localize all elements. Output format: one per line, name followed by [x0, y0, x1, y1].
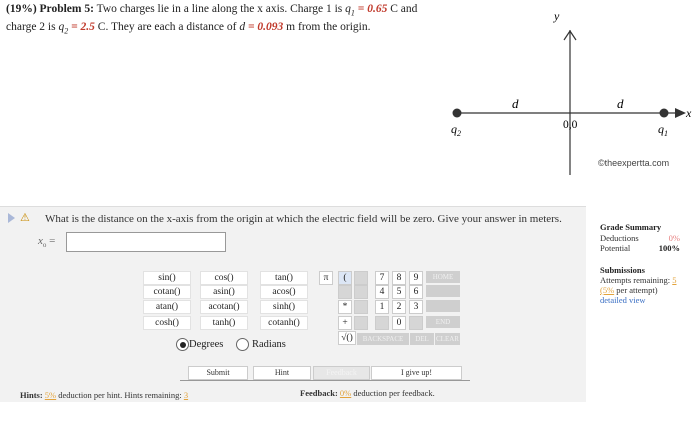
cotan-button[interactable]: cotan() — [143, 285, 191, 299]
feedback-button[interactable]: Feedback — [313, 366, 370, 380]
up-arrow-button[interactable] — [354, 285, 368, 299]
cosh-button[interactable]: cosh() — [143, 316, 191, 330]
sin-button[interactable]: sin() — [143, 271, 191, 285]
arrow-button-1[interactable] — [426, 285, 460, 297]
key-5[interactable]: 5 — [392, 285, 406, 299]
acotan-button[interactable]: acotan() — [200, 300, 248, 314]
hints-remaining: 3 — [183, 390, 189, 400]
clear-button[interactable]: CLEAR — [436, 335, 459, 343]
attempts-remaining: 5 — [672, 275, 677, 285]
feedback-info: Feedback: 0% deduction per feedback. — [300, 388, 435, 398]
potential-value: 100% — [658, 243, 680, 253]
x-axis-arrow-icon — [675, 108, 686, 118]
answer-input[interactable] — [66, 232, 226, 252]
d-value: = 0.093 — [245, 21, 284, 34]
acos-button[interactable]: acos() — [260, 285, 308, 299]
exponent-button[interactable] — [338, 285, 352, 299]
tanh-button[interactable]: tanh() — [200, 316, 248, 330]
submit-button[interactable]: Submit — [188, 366, 248, 380]
cos-button[interactable]: cos() — [200, 271, 248, 285]
sqrt-button[interactable]: √() — [338, 331, 356, 345]
arrow-button-2[interactable] — [426, 300, 460, 312]
sinh-button[interactable]: sinh() — [260, 300, 308, 314]
detailed-view-link[interactable]: detailed view — [600, 295, 646, 305]
cotanh-button[interactable]: cotanh() — [260, 316, 308, 330]
grade-summary-title: Grade Summary — [600, 222, 662, 232]
subtract-button[interactable] — [354, 316, 368, 330]
q1-value: = 0.65 — [354, 3, 388, 15]
warning-icon: ⚠ — [20, 212, 30, 224]
key-4[interactable]: 4 — [375, 285, 389, 299]
key-6[interactable]: 6 — [409, 285, 423, 299]
backspace-button[interactable]: BACKSPACE — [357, 333, 409, 345]
key-3[interactable]: 3 — [409, 300, 423, 314]
problem-number: (19%) Problem 5: — [6, 3, 94, 15]
degrees-label: Degrees — [189, 339, 224, 350]
key-2[interactable]: 2 — [392, 300, 406, 314]
hint-button[interactable]: Hint — [253, 366, 311, 380]
minus-button[interactable] — [375, 316, 389, 330]
deductions-value: 0% — [668, 233, 680, 243]
home-button[interactable]: HOME — [426, 271, 460, 283]
charge-q1-dot — [660, 109, 669, 118]
del-button[interactable]: DEL — [410, 333, 434, 345]
q2-label: $q_2$ — [451, 122, 461, 138]
actions-divider — [180, 380, 470, 381]
dot-button[interactable] — [409, 316, 423, 330]
give-up-button[interactable]: I give up! — [371, 366, 462, 380]
hints-info: Hints: 5% deduction per hint. Hints remaining: 3 — [20, 390, 189, 400]
key-9[interactable]: 9 — [409, 271, 423, 285]
origin-label: 0,0 — [563, 119, 578, 131]
question-text: What is the distance on the x-axis from the origin at which the electric field will be zero. Give your answer in meters. — [45, 213, 562, 225]
calculator — [143, 265, 473, 355]
answer-variable-label: $x_o$ = — [38, 235, 56, 250]
problem-statement: (19%) Problem 5: Two charges lie in a line along the x axis. Charge 1 is $q_1 = 0.65$ C and charge 2 is $q_2 = 2.5$ C. They are each a distance of d = 0.093 m from the origin. — [6, 3, 418, 36]
key-7[interactable]: 7 — [375, 271, 389, 285]
key-8[interactable]: 8 — [392, 271, 406, 285]
x-axis-label: x — [686, 106, 692, 120]
key-1[interactable]: 1 — [375, 300, 389, 314]
open-paren-button[interactable]: ( — [338, 271, 352, 285]
asin-button[interactable]: asin() — [200, 285, 248, 299]
multiply-button[interactable]: * — [338, 300, 352, 314]
y-axis-label: y — [554, 9, 560, 23]
q1-label: $q_1$ — [658, 122, 668, 138]
distance-right-label: d — [617, 96, 624, 111]
key-0[interactable]: 0 — [392, 316, 406, 330]
play-icon[interactable] — [8, 213, 15, 223]
degrees-radio[interactable] — [176, 338, 189, 351]
charge-diagram — [430, 0, 700, 180]
end-button[interactable]: END — [426, 316, 460, 328]
close-paren-button[interactable] — [354, 271, 368, 285]
watermark: ©theexpertta.com — [598, 158, 670, 168]
radians-label: Radians — [252, 339, 286, 350]
radians-radio[interactable] — [236, 338, 249, 351]
atan-button[interactable]: atan() — [143, 300, 191, 314]
grade-summary: Grade Summary Deductions 0% Potential 100% Submissions Attempts remaining: 5 (5% per attempt) detailed view — [600, 222, 680, 305]
charge-q2-dot — [453, 109, 462, 118]
pi-button[interactable]: π — [319, 271, 333, 285]
tan-button[interactable]: tan() — [260, 271, 308, 285]
plus-button[interactable]: + — [338, 316, 352, 330]
submissions-title: Submissions — [600, 265, 645, 275]
distance-left-label: d — [512, 96, 519, 111]
q2-value: = 2.5 — [68, 21, 95, 34]
divide-button[interactable] — [354, 300, 368, 314]
